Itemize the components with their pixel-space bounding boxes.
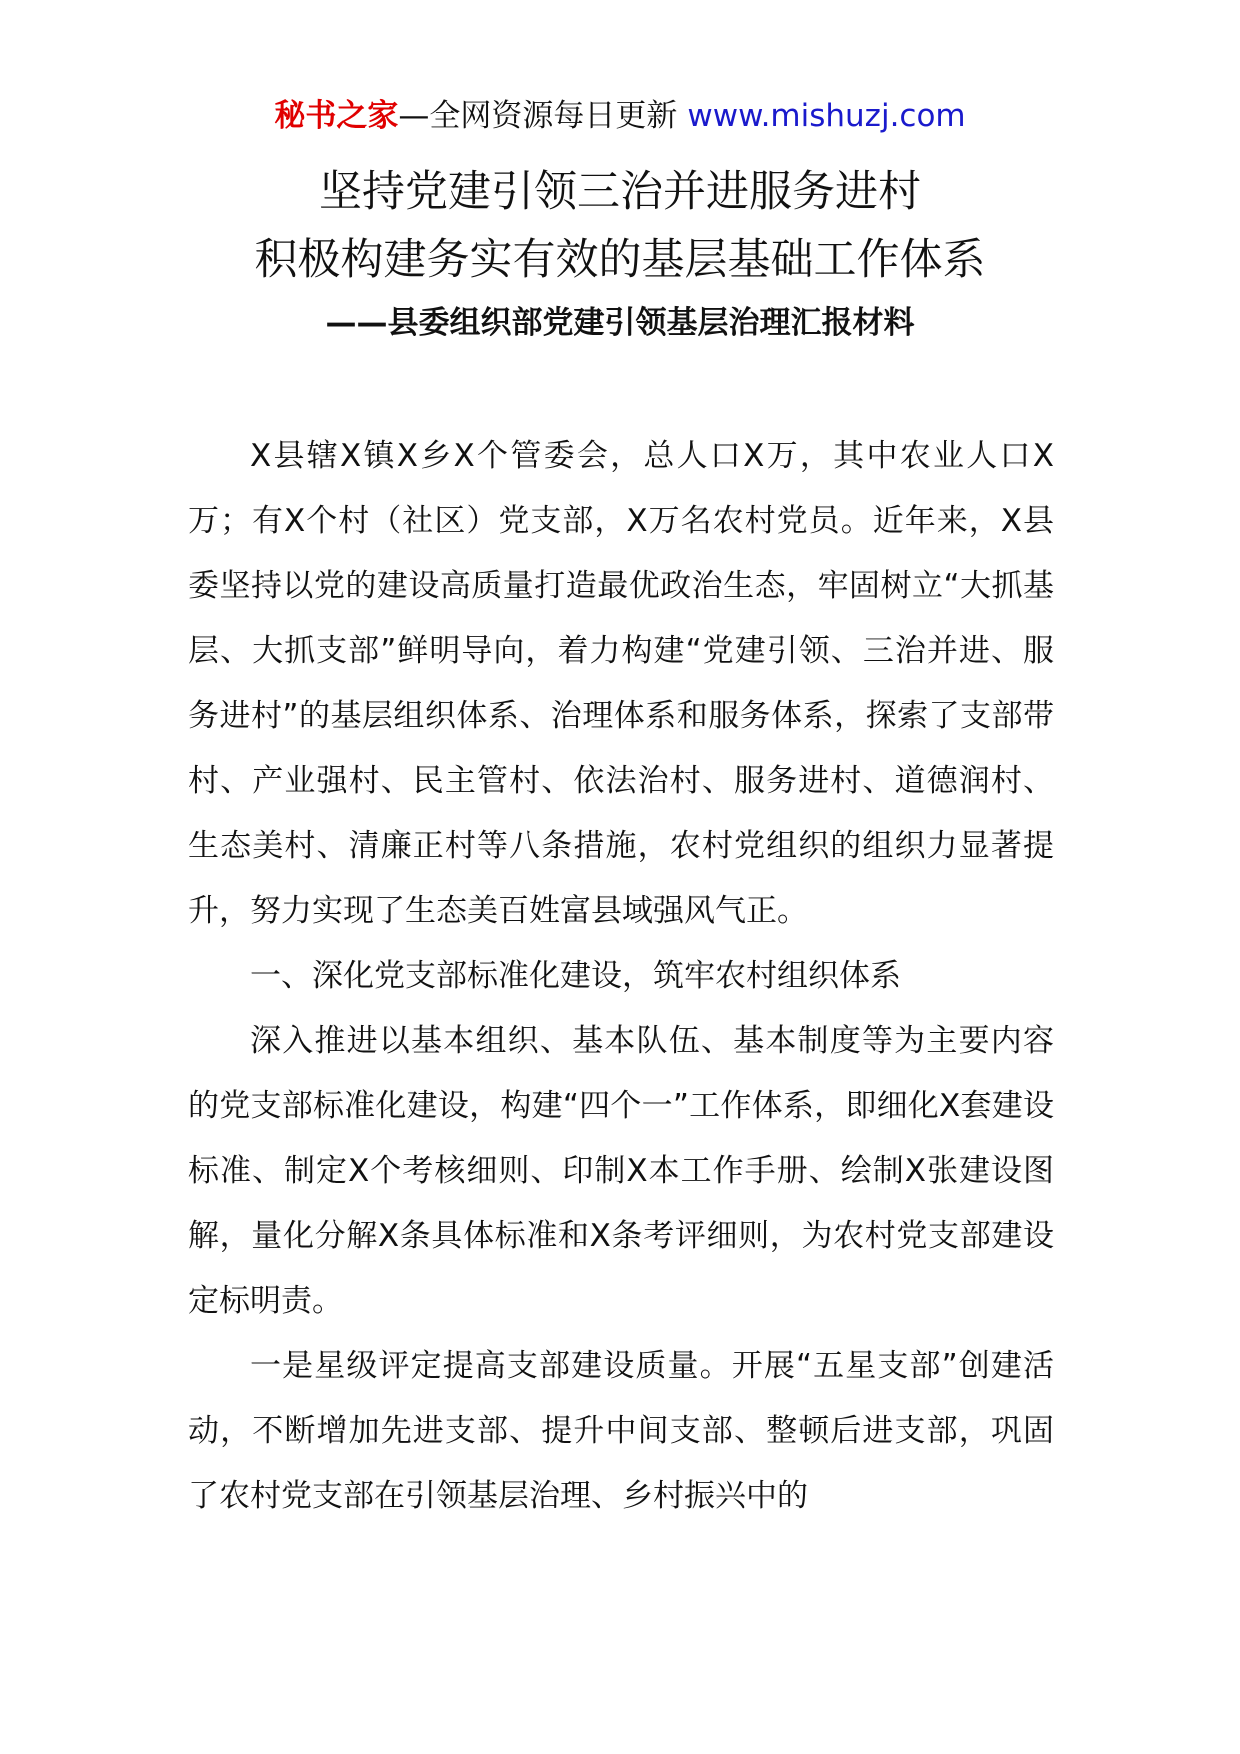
document-title-line-2: 积极构建务实有效的基层基础工作体系 [254,235,986,285]
banner-tagline: —全网资源每日更新 [398,98,678,134]
section-paragraph: 深入推进以基本组织、基本队伍、基本制度等为主要内容的党支部标准化建设，构建“四个一”工作体系，即细化X套建设标准、制定X个考核细则、印制X本工作手册、绘制X张建设图解，量化分解X条具体标准和X条考评细则，为农村党支部建设定标明责。 [188,1023,1054,1319]
document-title-line-1: 坚持党建引领三治并进服务进村 [319,167,921,217]
document-body [188,424,1054,1529]
intro-paragraph: X县辖X镇X乡X个管委会，总人口X万，其中农业人口X万；有X个村（社区）党支部，X万名农村党员。近年来，X县委坚持以党的建设高质量打造最优政治生态，牢固树立“大抓基层、大抓支部”鲜明导向，着力构建“党建引领、三治并进、服务进村”的基层组织体系、治理体系和服务体系，探索了支部带村、产业强村、民主管村、依法治村、服务进村、道德润村、生态美村、清廉正村等八条措施，农村党组织的组织力显著提升，努力实现了生态美百姓富县域强风气正。 [188,438,1054,929]
section-paragraph: 一是星级评定提高支部建设质量。开展“五星支部”创建活动，不断增加先进支部、提升中间支部、整顿后进支部，巩固了农村党支部在引领基层治理、乡村振兴中的 [188,1348,1054,1514]
section-heading: 一、深化党支部标准化建设，筑牢农村组织体系 [250,958,901,994]
site-banner [0,96,1240,136]
site-url-link[interactable]: www.mishuzj.com [687,98,966,134]
brand-name: 秘书之家 [274,98,399,134]
document-subtitle: ——县委组织部党建引领基层治理汇报材料 [325,305,915,341]
